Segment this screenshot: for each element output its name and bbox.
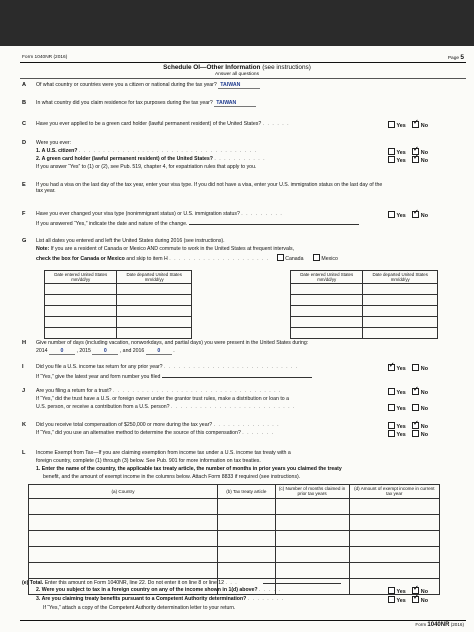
date-cell[interactable]	[117, 284, 192, 295]
yes-checkbox[interactable]	[388, 388, 395, 395]
letter-f: F	[22, 211, 26, 217]
question-j-note1: If “Yes,” did the trust have a U.S. or foreign owner under the grantor trust rules, make a distribution or loan to a	[36, 396, 289, 402]
table-cell[interactable]	[29, 562, 218, 578]
question-l2-answer: Yes ✓ No	[388, 587, 428, 595]
yes-checkbox[interactable]	[388, 156, 395, 163]
question-d2: 2. A green card holder (lawful permanent resident) of the United States? . . . . . . . . . . .	[36, 156, 266, 162]
no-checkbox[interactable]	[412, 422, 419, 429]
yes-checkbox[interactable]	[388, 121, 395, 128]
question-i-answer: ✓ Yes No	[388, 364, 428, 372]
question-l1-line2: benefit, and the amount of exempt income in the columns below. Attach Form 8833 if required (see instructions).	[43, 474, 301, 480]
page-number: Page 5	[447, 54, 464, 61]
days-2014-field[interactable]: 0	[49, 348, 75, 355]
table-cell[interactable]	[349, 562, 439, 578]
date-cell[interactable]	[117, 317, 192, 328]
table-cell[interactable]	[275, 514, 349, 530]
table-cell[interactable]	[218, 562, 276, 578]
question-l3-answer: Yes ✓ No	[388, 596, 428, 604]
question-e: If you had a visa on the last day of the tax year, enter your visa type. If you did not have a visa, enter your U.S. immigration status on the last day of the tax year.	[36, 182, 383, 195]
question-i: Did you file a U.S. income tax return for any prior year? . . . . . . . . . . . . . . . . . . . . . . . . . . . .	[36, 364, 299, 370]
date-cell[interactable]	[45, 306, 117, 317]
no-checkbox[interactable]	[412, 388, 419, 395]
yes-checkbox[interactable]	[388, 596, 395, 603]
table-cell[interactable]	[29, 514, 218, 530]
date-cell[interactable]	[45, 284, 117, 295]
table-cell[interactable]	[349, 514, 439, 530]
question-d1: 1. A U.S. citizen? . . . . . . . . . . . . . . . . . . . . . . . . . . . . . . . . . . . . .	[36, 148, 258, 154]
question-i-note: If “Yes,” give the latest year and form number you filed	[36, 372, 426, 380]
question-d-note: If you answer “Yes” to (1) or (2), see Pub. 519, chapter 4, for expatriation rules that apply to you.	[36, 164, 257, 170]
yes-checkbox[interactable]	[388, 148, 395, 155]
no-checkbox[interactable]	[412, 121, 419, 128]
table-cell[interactable]	[275, 530, 349, 546]
total-field[interactable]	[263, 578, 341, 584]
letter-i: I	[22, 364, 24, 370]
date-cell[interactable]	[363, 328, 438, 339]
table-cell[interactable]	[275, 546, 349, 562]
no-checkbox[interactable]	[412, 430, 419, 437]
question-j: Are you filing a return for a trust? . . . . . . . . . . . . . . . . . . . . . . . . . . . . . . . . . . .	[36, 388, 282, 394]
divider	[20, 62, 466, 63]
letter-e: E	[22, 182, 26, 188]
col-exempt-income: (d) Amount of exempt income in current tax year	[349, 485, 439, 499]
question-f-note: If you answered “Yes,” indicate the date and nature of the change.	[36, 219, 426, 227]
mexico-checkbox[interactable]	[313, 254, 320, 261]
question-g-check: check the box for Canada or Mexico and skip to item H . . . . . . . . . . . . . . . . . . . . . Canada Mexico	[36, 256, 338, 262]
question-c: Have you ever applied to be a green card holder (lawful permanent resident) of the United States? . . . . . .	[36, 121, 290, 127]
date-cell[interactable]	[291, 295, 363, 306]
question-k-answer: Yes ✓ No	[388, 422, 428, 430]
date-cell[interactable]	[291, 284, 363, 295]
date-cell[interactable]	[117, 306, 192, 317]
question-l-line1: Income Exempt from Tax—If you are claiming exemption from income tax under a U.S. income tax treaty with a	[36, 450, 291, 456]
footer-form-id: Form 1040NR (2016)	[415, 622, 464, 628]
schedule-subtitle: Answer all questions	[215, 72, 259, 77]
yes-checkbox[interactable]	[388, 587, 395, 594]
form-page	[0, 46, 474, 632]
letter-k: K	[22, 422, 27, 428]
col-entered: Date entered United States mm/dd/yy	[45, 271, 117, 284]
yes-checkbox[interactable]	[388, 364, 395, 371]
question-g: List all dates you entered and left the United States during 2016 (see instructions).	[36, 238, 225, 244]
days-2015-field[interactable]: 0	[92, 348, 118, 355]
no-checkbox[interactable]	[412, 587, 419, 594]
date-cell[interactable]	[363, 317, 438, 328]
residence-field[interactable]: TAIWAN	[214, 100, 256, 107]
days-present: 2014 0 , 2015 0 , and 2016 0 .	[36, 348, 175, 354]
no-checkbox[interactable]	[412, 364, 419, 371]
table-cell[interactable]	[349, 546, 439, 562]
question-d: Were you ever:	[36, 140, 72, 146]
divider	[20, 78, 466, 79]
col-country: (a) Country	[29, 485, 218, 499]
question-h: Give number of days (including vacation, nonworkdays, and partial days) you were present in the United States during:	[36, 340, 309, 346]
dates-table-right	[290, 270, 438, 339]
no-checkbox[interactable]	[412, 211, 419, 218]
form-id: Form 1040NR (2016)	[22, 55, 68, 60]
letter-a: A	[22, 82, 27, 88]
question-l-line2: foreign country, complete (1) through (3) below. See Pub. 901 for more information on tax treaties.	[36, 458, 261, 464]
date-cell[interactable]	[291, 306, 363, 317]
question-j-answer: Yes ✓ No	[388, 388, 428, 396]
col-departed: Date departed United States mm/dd/yy	[363, 271, 438, 284]
table-cell[interactable]	[349, 498, 439, 514]
table-cell[interactable]	[218, 498, 276, 514]
total-row: (e) Total. Enter this amount on Form 1040NR, line 22. Do not enter it on line 8 or line 12 . . .	[22, 578, 442, 586]
table-cell[interactable]	[29, 498, 218, 514]
yes-checkbox[interactable]	[388, 211, 395, 218]
yes-checkbox[interactable]	[388, 404, 395, 411]
citizenship-field[interactable]: TAIWAN	[218, 82, 260, 89]
question-l3-note: If “Yes,” attach a copy of the Competent Authority determination letter to your return.	[43, 605, 236, 611]
question-d1-answer: Yes ✓ No	[388, 148, 428, 156]
date-cell[interactable]	[117, 295, 192, 306]
schedule-title: Schedule OI—Other Information (see instructions)	[163, 64, 311, 71]
date-cell[interactable]	[291, 317, 363, 328]
question-l2: 2. Were you subject to tax in a foreign country on any of the income shown in 1(d) above? . . . . .	[36, 587, 281, 593]
question-j-note2: U.S. person, or receive a contribution from a U.S. person? . . . . . . . . . . . . . . . . . . . . . . . . . .	[36, 404, 296, 410]
divider	[20, 620, 466, 621]
letter-c: C	[22, 121, 27, 127]
yes-checkbox[interactable]	[388, 430, 395, 437]
table-cell[interactable]	[349, 530, 439, 546]
question-a: Of what country or countries were you a citizen or national during the tax year? TAIWAN	[36, 82, 426, 89]
question-b: In what country did you claim residence for tax purposes during the tax year? TAIWAN	[36, 100, 426, 107]
canada-checkbox[interactable]	[277, 254, 284, 261]
letter-l: L	[22, 450, 26, 456]
question-f-answer: Yes ✓ No	[388, 211, 428, 219]
question-k: Did you receive total compensation of $250,000 or more during the tax year? . . . . . . . . . . . . . .	[36, 422, 280, 428]
question-l1-line1: 1. Enter the name of the country, the applicable tax treaty article, the number of months in prior years you claimed the treaty	[36, 466, 342, 472]
table-cell[interactable]	[275, 498, 349, 514]
table-cell[interactable]	[218, 514, 276, 530]
col-entered: Date entered United States mm/dd/yy	[291, 271, 363, 284]
table-cell[interactable]	[29, 546, 218, 562]
dates-table-left	[44, 270, 192, 339]
letter-j: J	[22, 388, 26, 394]
col-months: (c) Number of months claimed in prior tax years	[275, 485, 349, 499]
question-l3: 3. Are you claiming treaty benefits pursuant to a Competent Authority determination? . . . . . . . .	[36, 596, 285, 602]
date-cell[interactable]	[363, 295, 438, 306]
no-checkbox[interactable]	[412, 596, 419, 603]
date-cell[interactable]	[45, 295, 117, 306]
col-departed: Date departed United States mm/dd/yy	[117, 271, 192, 284]
days-2016-field[interactable]: 0	[146, 348, 172, 355]
question-j2-answer: Yes No	[388, 404, 428, 412]
letter-b: B	[22, 100, 27, 106]
letter-h: H	[22, 340, 27, 346]
yes-checkbox[interactable]	[388, 422, 395, 429]
col-treaty-article: (b) Tax treaty article	[218, 485, 276, 499]
date-cell[interactable]	[291, 328, 363, 339]
no-checkbox[interactable]	[412, 404, 419, 411]
table-cell[interactable]	[218, 546, 276, 562]
date-cell[interactable]	[363, 284, 438, 295]
letter-d: D	[22, 140, 27, 146]
no-checkbox[interactable]	[412, 156, 419, 163]
date-cell[interactable]	[117, 328, 192, 339]
date-cell[interactable]	[363, 306, 438, 317]
letter-g: G	[22, 238, 27, 244]
table-cell[interactable]	[275, 562, 349, 578]
question-c-answer: Yes ✓ No	[388, 121, 428, 129]
question-k-note: If “Yes,” did you use an alternative method to determine the source of this compensation? . . . . . . .	[36, 430, 275, 436]
question-k2-answer: Yes No	[388, 430, 428, 438]
date-cell[interactable]	[45, 317, 117, 328]
question-d2-answer: Yes ✓ No	[388, 156, 428, 164]
question-f: Have you ever changed your visa type (nonimmigrant status) or U.S. immigration status? . . . . . . . . .	[36, 211, 283, 217]
table-cell[interactable]	[29, 530, 218, 546]
question-g-note: Note: If you are a resident of Canada or Mexico AND commute to work in the United States at frequent intervals,	[36, 246, 295, 252]
date-cell[interactable]	[45, 328, 117, 339]
table-cell[interactable]	[218, 530, 276, 546]
